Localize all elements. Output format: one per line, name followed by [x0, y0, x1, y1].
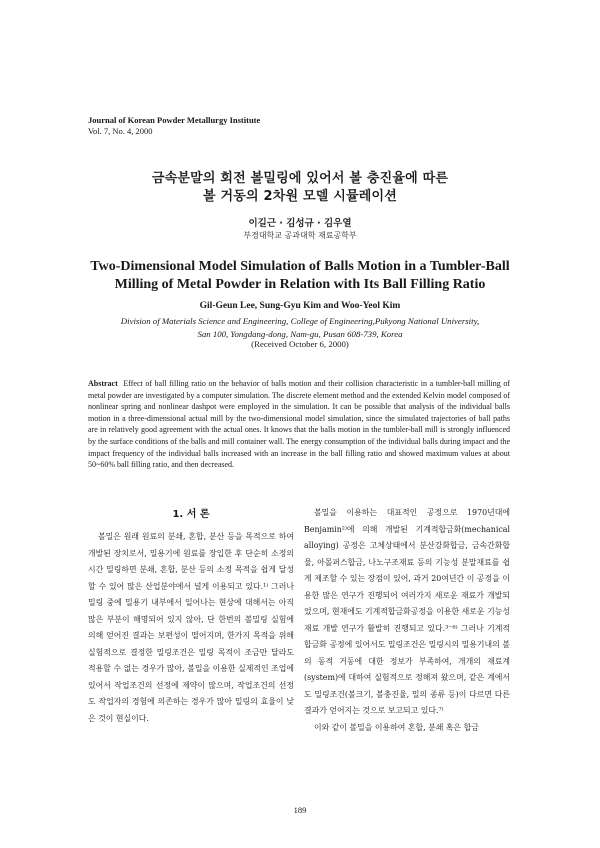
english-authors: Gil-Geun Lee, Sung-Gyu Kim and Woo-Yeol Kim: [199, 301, 401, 311]
english-title-line1: Two-Dimensional Model Simulation of Balls Motion in a Tumbler-Ball: [90, 259, 510, 274]
abstract: [88, 378, 510, 471]
right-column: [304, 505, 510, 736]
left-column: [88, 505, 294, 727]
section-heading: 1. 서 론: [172, 509, 210, 520]
korean-title: [0, 170, 600, 206]
english-title-line2: Milling of Metal Powder in Relation with Its Ball Filling Ratio: [114, 277, 486, 292]
intro-paragraph-3: 이와 같이 볼밀을 이용하여 혼합, 분쇄 혹은 합금: [314, 722, 479, 732]
korean-affiliation: 부경대학교 공과대학 재료공학부: [243, 231, 357, 240]
english-affiliation: [0, 315, 600, 340]
journal-header: [88, 115, 260, 137]
korean-title-line2: 볼 거동의 2차원 모델 시뮬레이션: [202, 189, 397, 204]
english-affiliation-line2: San 100, Yongdang-dong, Nam-gu, Pusan 608-739, Korea: [197, 328, 403, 339]
english-affiliation-line1: Division of Materials Science and Engineering, College of Engineering,Pukyong National University,: [120, 316, 480, 326]
intro-paragraph-1: 볼밀은 원래 원료의 분쇄, 혼합, 분산 등을 목적으로 하여 개발된 장치로서, 밀용기에 원료를 장입한 후 단순히 소정의 시간 밀링하면 분쇄, 혼합, 분산 등의 소정 목적을 쉽게 달성할 수 있어 많은 산업분야에서 널게 이용되고 있다.¹⁾ 그러나 밀링 중에 밀용기 내부에서 일어나는 현상에 대해서는 아직 많은 부분이 해명되어 있지 않아, 단 한번의 볼밀링 실험에 의해 얻어진 결과는 보편성이 떨어지며, 한가지 목적을 위해 실험적으로 결정한 밀링조건은 밀링 목적이 조금만 달라도 적용할 수 없는 경우가 많아, 볼밀을 이용한 실제적인 조업에 있어서 작업조건의 선정에 제약이 많으며, 작업조건의 선정도 작업자의 경험에 의존하는 경우가 많아 밀링의 효율이 낮은 것이 현실이다.: [88, 532, 294, 723]
abstract-text: Effect of ball filling ratio on the behavior of balls motion and their collision characteristic in a tumbler-ball milling of metal powder are investigated by a computer simulation. The discrete element method and the extended Kelvin model composed of nonlinear spring and nonlinear dashpot were employed in the simulation. It can be possible that analysis of the individual balls motion in a three-dimensional actual mill by the two-dimensional model simulation, since the simulated trajectories of ball paths are in relatively good agreement with the actual ones. It knows that the balls motion in the tumbler-ball mill is strongly influenced by the surface conditions of the balls and mill container wall. The energy consumption of the individual balls during impact and the impact frequency of the individual balls increased with an increase in the ball filling ratio and showed maximum values at about 50~60% ball filling ratio, and then decreased.: [88, 379, 511, 470]
page-number: 189: [293, 805, 307, 815]
korean-title-line1: 금속분말의 회전 볼밀링에 있어서 볼 충진율에 따른: [151, 171, 449, 186]
abstract-label: Abstract: [88, 379, 118, 388]
received-date: (Received October 6, 2000): [251, 339, 349, 349]
english-title: [0, 258, 600, 294]
journal-name: Journal of Korean Powder Metallurgy Institute: [88, 115, 261, 125]
korean-authors: 이길근 · 김성규 · 김우열: [248, 218, 352, 229]
journal-volume: Vol. 7, No. 4, 2000: [88, 126, 153, 136]
intro-paragraph-2: 볼밀을 이용하는 대표적인 공정으로 1970년대에 Benjamin²⁾에 의해 개발된 기계적합금화(mechanical alloying) 공정은 고체상태에서 분산강화합금, 금속간화합물, 아몰퍼스합금, 나노구조재료 등의 기능성 분말재료를 쉽게 제조할 수 있는 장점이 있어, 과거 20여년간 이 공정을 이용한 많은 연구가 진행되어 여러가지 새로운 재료가 개발되었으며, 현재에도 기계적합금화공정을 이용한 새로운 기능성 재료 개발 연구가 활발히 진행되고 있다.³⁻⁶⁾ 그러나 기계적합금화 공정에 있어서도 밀링조건은 밀링시의 밀용기내의 볼의 동적 거동에 대한 정보가 부족하여, 개개의 재료계(system)에 대하여 실험적으로 정해져 왔으며, 같은 계에서도 밀링조건(볼크기, 볼충진율, 밀의 종류 등)이 다르면 다른 결과가 얻어지는 것으로 보고되고 있다.⁷⁾: [304, 508, 510, 715]
